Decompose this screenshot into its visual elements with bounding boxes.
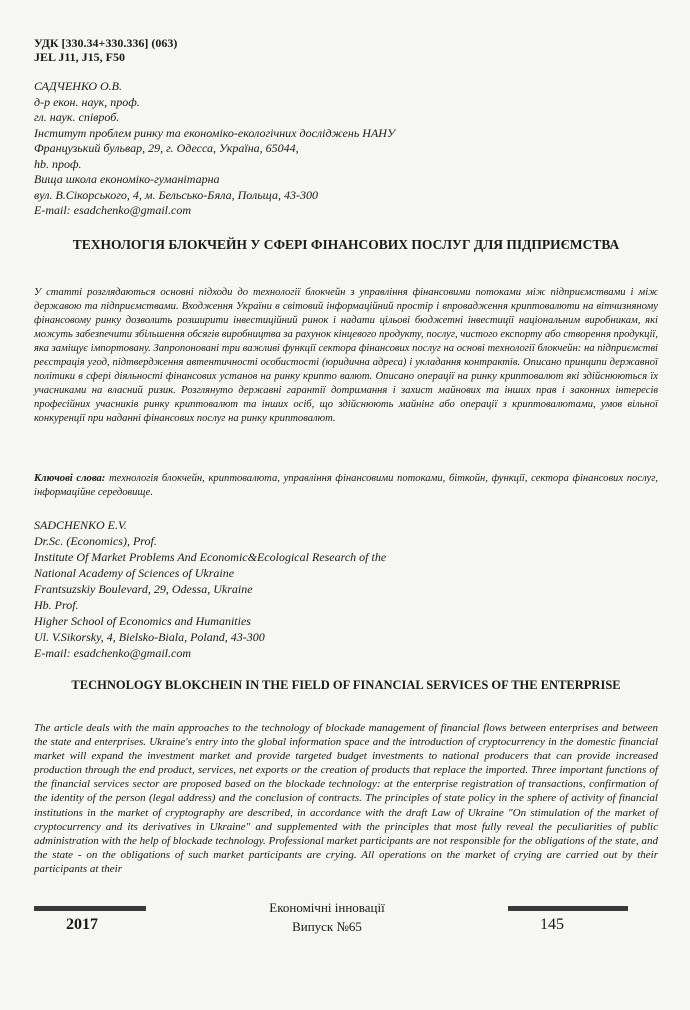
footer-rule-right — [508, 906, 628, 911]
footer-journal-name: Економічні інновації — [269, 900, 385, 915]
abstract-ukrainian: У статті розглядаються основні підходи до технології блокчейн з управління фінансовими потоками між підприємствами і між державою та підприємствами. Входження України в світовий інформаційний простір і впровадження криптовалюти на вітчизняному фінансовому ринку дозволить розширити інвестиційний ринок і надати цільові бюджетні інвестиції національним виробникам, які можуть забезпечити збільшення обсягів виробництва за рахунок кінцевого продукту, послуг, чистого експорту або створення продукції, яка заміщує імпортовану. Запропоновані три важливі функції сектора фінансових послуг на основі технології блокчейн: на підприємстві реєстрація угод, підтвердження автентичності особистості (юридична адреса) і укладання контрактів. Описано принципи державної політики в сфері діяльності фінансових установ на ринку крипто валют. Описано операції на ринку криптовалют які здійснюються їх учасниками на власний ризик. Розглянуто державні гарантії дотримання і захист майнових та інших прав і законних інтересів професійних учасників ринку криптовалют та інших осіб, що здійснюють майнінг або операції з криптовалютами, умов вільної конкуренції при наданні фінансових послуг на ринку криптовалют. — [34, 287, 658, 424]
keywords-ukrainian — [34, 472, 658, 500]
jel-code: JEL J11, J15, F50 — [34, 50, 126, 64]
author-line: д-р екон. наук, проф. — [34, 94, 140, 109]
author-block-english — [34, 517, 386, 661]
classification-codes — [34, 36, 177, 64]
author-line: Французький бульвар, 29, г. Одесса, Україна, 65044, — [34, 141, 299, 155]
author-block-ukrainian — [34, 79, 395, 219]
page-number: 145 — [540, 916, 564, 933]
author-line: Dr.Sc. (Economics), Prof. — [34, 534, 157, 548]
author-line: SADCHENKO E.V. — [34, 518, 127, 532]
abstract-english: The article deals with the main approaches to the technology of blockade management of financial flows between enterprises and between the state and enterprises. Ukraine's entry into the global information space and the introduction of cryptocurrency in the domestic financial market will expand the investment market and provide targeted budget investments to national producers that can provide increased production through the end product, services, net exports or the creation of products that replace the imported. Three important functions of the financial services sector are proposed based on the blockade technology: at the enterprise registration of transactions, confirmation of the identity of the person (legal address) and the conclusion of contracts. The principles of state policy in the sphere of activity of financial institutions in the market of cryptography are described, in accordance with the draft Law of Ukraine "On stimulation of the market of cryptocurrency and its derivatives in Ukraine" and supplemented with the principles that most fully reveal the peculiarities of public administration with the help of blockade technology. Professional market participants are not responsible for the obligations of the state, and the state - on the obligations of such market participants are crying. All operations on the market of crying are carried out by their participants at their — [34, 722, 658, 875]
keywords-text: технологія блокчейн, криптовалюта, управління фінансовими потоками, біткойн, функції, сектора фінансових послуг, інформаційне середовище. — [34, 473, 658, 498]
author-line: Frantsuzskiy Boulevard, 29, Odessa, Ukraine — [34, 582, 253, 596]
author-line: Інститут проблем ринку та економіко-екологічних досліджень НАНУ — [34, 125, 396, 140]
author-line: Higher School of Economics and Humanities — [34, 614, 251, 628]
author-email: E-mail: esadchenko@gmail.com — [34, 203, 191, 217]
author-line: гл. наук. співроб. — [34, 110, 120, 124]
author-line: САДЧЕНКО О.В. — [34, 79, 123, 93]
article-title-english: TECHNOLOGY BLOKCHEIN IN THE FIELD OF FINANCIAL SERVICES OF THE ENTERPRISE — [71, 678, 621, 692]
author-email: E-mail: esadchenko@gmail.com — [34, 646, 191, 660]
author-line: Hb. Prof. — [34, 598, 79, 612]
udc-code: УДК [330.34+330.336] (063) — [34, 36, 178, 50]
article-title-ukrainian: ТЕХНОЛОГІЯ БЛОКЧЕЙН У СФЕРІ ФІНАНСОВИХ ПОСЛУГ ДЛЯ ПІДПРИЄМСТВА — [72, 237, 620, 252]
footer-issue: Випуск №65 — [292, 919, 362, 934]
author-line: Ul. V.Sikorsky, 4, Bielsko-Biala, Poland, 43-300 — [34, 630, 265, 644]
footer-year: 2017 — [66, 916, 98, 933]
author-line: вул. В.Сікорського, 4, м. Бельсько-Бяла, Польща, 43-300 — [34, 187, 319, 202]
author-line: National Academy of Sciences of Ukraine — [34, 566, 235, 580]
author-line: Вища школа економіко-гуманітарна — [34, 172, 220, 186]
keywords-label: Ключові слова: — [34, 473, 106, 484]
footer-rule-left — [34, 906, 146, 911]
author-line: hb. проф. — [34, 156, 82, 171]
author-line: Institute Of Market Problems And Economic&Ecological Research of the — [34, 550, 387, 564]
